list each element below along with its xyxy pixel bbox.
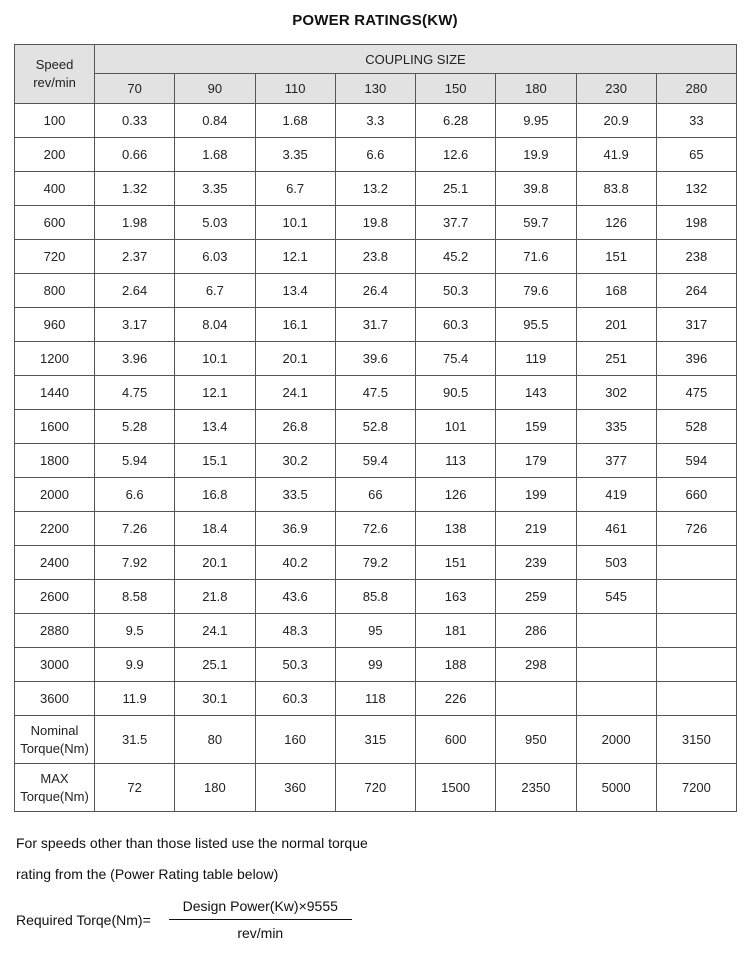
power-value-cell: 31.7 [335, 308, 415, 342]
power-value-cell: 50.3 [416, 274, 496, 308]
speed-cell: 1600 [15, 410, 95, 444]
power-value-cell: 1.68 [175, 138, 255, 172]
power-value-cell: 138 [416, 512, 496, 546]
speed-cell: 960 [15, 308, 95, 342]
power-value-cell: 259 [496, 580, 576, 614]
power-value-cell: 79.2 [335, 546, 415, 580]
coupling-size-cell: 150 [416, 74, 496, 104]
speed-cell: 100 [15, 104, 95, 138]
power-value-cell: 26.4 [335, 274, 415, 308]
speed-cell: 600 [15, 206, 95, 240]
page-title: POWER RATINGS(KW) [292, 12, 458, 29]
power-value-cell: 461 [576, 512, 656, 546]
power-value-cell: 16.8 [175, 478, 255, 512]
table-row [15, 104, 737, 138]
power-value-cell: 25.1 [175, 648, 255, 682]
power-value-cell: 0.84 [175, 104, 255, 138]
power-value-cell: 6.03 [175, 240, 255, 274]
speed-cell: 3600 [15, 682, 95, 716]
table-row [15, 274, 737, 308]
power-value-cell: 239 [496, 546, 576, 580]
torque-value-cell: 720 [335, 764, 415, 812]
speed-cell: 3000 [15, 648, 95, 682]
power-value-cell: 13.2 [335, 172, 415, 206]
speed-cell: 1800 [15, 444, 95, 478]
power-value-cell: 59.4 [335, 444, 415, 478]
power-value-cell: 71.6 [496, 240, 576, 274]
power-value-cell: 65 [656, 138, 736, 172]
power-value-cell: 251 [576, 342, 656, 376]
power-value-cell: 594 [656, 444, 736, 478]
power-value-cell: 43.6 [255, 580, 335, 614]
power-value-cell: 118 [335, 682, 415, 716]
power-value-cell: 475 [656, 376, 736, 410]
coupling-size-cell: 110 [255, 74, 335, 104]
speed-cell: 200 [15, 138, 95, 172]
power-value-cell: 219 [496, 512, 576, 546]
power-value-cell: 151 [416, 546, 496, 580]
power-value-cell: 52.8 [335, 410, 415, 444]
table-row [15, 682, 737, 716]
power-value-cell: 47.5 [335, 376, 415, 410]
power-value-cell: 95 [335, 614, 415, 648]
power-value-cell: 126 [416, 478, 496, 512]
speed-cell: 2200 [15, 512, 95, 546]
power-value-cell: 12.1 [175, 376, 255, 410]
power-value-cell: 132 [656, 172, 736, 206]
table-row [15, 478, 737, 512]
power-value-cell: 6.6 [335, 138, 415, 172]
torque-value-cell: 160 [255, 716, 335, 764]
required-torque-formula [16, 898, 352, 941]
power-value-cell: 5.03 [175, 206, 255, 240]
ratings-table-body [15, 104, 737, 812]
formula-fraction [169, 898, 352, 941]
torque-value-cell: 80 [175, 716, 255, 764]
power-value-cell: 528 [656, 410, 736, 444]
power-value-cell: 95.5 [496, 308, 576, 342]
power-value-cell: 396 [656, 342, 736, 376]
speed-cell: 1440 [15, 376, 95, 410]
power-value-cell: 85.8 [335, 580, 415, 614]
power-value-cell: 4.75 [95, 376, 175, 410]
torque-value-cell: 3150 [656, 716, 736, 764]
power-value-cell [656, 614, 736, 648]
power-value-cell: 19.9 [496, 138, 576, 172]
power-value-cell: 503 [576, 546, 656, 580]
power-value-cell: 226 [416, 682, 496, 716]
power-value-cell: 24.1 [175, 614, 255, 648]
formula-denominator: rev/min [237, 925, 284, 941]
power-value-cell: 335 [576, 410, 656, 444]
power-value-cell: 8.58 [95, 580, 175, 614]
coupling-size-header-cell: COUPLING SIZE [95, 45, 737, 74]
power-value-cell: 9.9 [95, 648, 175, 682]
power-value-cell: 317 [656, 308, 736, 342]
table-row [15, 580, 737, 614]
torque-value-cell: 180 [175, 764, 255, 812]
power-value-cell [576, 614, 656, 648]
torque-value-cell: 31.5 [95, 716, 175, 764]
power-value-cell: 3.35 [175, 172, 255, 206]
power-value-cell: 660 [656, 478, 736, 512]
power-value-cell: 79.6 [496, 274, 576, 308]
power-value-cell: 198 [656, 206, 736, 240]
table-header [15, 45, 737, 104]
power-value-cell: 6.7 [175, 274, 255, 308]
footnotes [16, 836, 368, 899]
power-value-cell: 99 [335, 648, 415, 682]
table-row [15, 444, 737, 478]
power-value-cell: 83.8 [576, 172, 656, 206]
table-row [15, 240, 737, 274]
power-value-cell: 1.68 [255, 104, 335, 138]
coupling-size-cell: 180 [496, 74, 576, 104]
power-value-cell [656, 546, 736, 580]
power-value-cell: 18.4 [175, 512, 255, 546]
formula-numerator: Design Power(Kw)×9555 [169, 898, 352, 920]
power-value-cell: 302 [576, 376, 656, 410]
power-value-cell: 5.94 [95, 444, 175, 478]
torque-value-cell: 7200 [656, 764, 736, 812]
torque-value-cell: 2000 [576, 716, 656, 764]
power-value-cell: 36.9 [255, 512, 335, 546]
power-value-cell: 90.5 [416, 376, 496, 410]
power-value-cell: 20.1 [175, 546, 255, 580]
power-value-cell: 24.1 [255, 376, 335, 410]
power-ratings-table [14, 44, 737, 812]
power-value-cell: 7.26 [95, 512, 175, 546]
power-value-cell [496, 682, 576, 716]
power-value-cell: 201 [576, 308, 656, 342]
power-value-cell: 75.4 [416, 342, 496, 376]
power-value-cell: 45.2 [416, 240, 496, 274]
power-value-cell: 7.92 [95, 546, 175, 580]
power-value-cell: 151 [576, 240, 656, 274]
torque-row [15, 764, 737, 812]
power-value-cell: 3.17 [95, 308, 175, 342]
power-value-cell: 159 [496, 410, 576, 444]
power-value-cell: 5.28 [95, 410, 175, 444]
speed-header-line1: Speed [35, 57, 74, 73]
table-row [15, 410, 737, 444]
power-value-cell: 19.8 [335, 206, 415, 240]
power-value-cell: 545 [576, 580, 656, 614]
power-value-cell: 39.8 [496, 172, 576, 206]
table-row [15, 172, 737, 206]
power-value-cell: 37.7 [416, 206, 496, 240]
speed-cell: 2400 [15, 546, 95, 580]
note-line-2: rating from the (Power Rating table below) [16, 866, 279, 883]
power-value-cell: 199 [496, 478, 576, 512]
coupling-size-cell: 130 [335, 74, 415, 104]
header-row-top [15, 45, 737, 74]
power-value-cell: 13.4 [175, 410, 255, 444]
torque-value-cell: 950 [496, 716, 576, 764]
power-value-cell: 20.1 [255, 342, 335, 376]
speed-cell: 2000 [15, 478, 95, 512]
torque-label-cell: Nominal Torque(Nm) [15, 716, 95, 764]
table-row [15, 648, 737, 682]
power-value-cell [576, 648, 656, 682]
power-value-cell: 188 [416, 648, 496, 682]
power-value-cell: 12.1 [255, 240, 335, 274]
speed-header-cell [15, 45, 95, 104]
power-value-cell: 2.64 [95, 274, 175, 308]
power-value-cell: 419 [576, 478, 656, 512]
power-value-cell: 6.28 [416, 104, 496, 138]
power-value-cell: 33 [656, 104, 736, 138]
torque-value-cell: 1500 [416, 764, 496, 812]
power-value-cell: 16.1 [255, 308, 335, 342]
table-row [15, 546, 737, 580]
power-value-cell: 9.95 [496, 104, 576, 138]
power-value-cell: 2.37 [95, 240, 175, 274]
power-value-cell: 0.33 [95, 104, 175, 138]
power-value-cell: 179 [496, 444, 576, 478]
power-value-cell: 60.3 [255, 682, 335, 716]
torque-value-cell: 315 [335, 716, 415, 764]
power-value-cell: 0.66 [95, 138, 175, 172]
power-value-cell: 60.3 [416, 308, 496, 342]
power-value-cell: 9.5 [95, 614, 175, 648]
power-value-cell: 3.96 [95, 342, 175, 376]
power-value-cell: 30.2 [255, 444, 335, 478]
table-row [15, 512, 737, 546]
power-value-cell: 39.6 [335, 342, 415, 376]
power-value-cell: 21.8 [175, 580, 255, 614]
power-value-cell: 6.7 [255, 172, 335, 206]
table-row [15, 376, 737, 410]
torque-value-cell: 600 [416, 716, 496, 764]
power-value-cell: 41.9 [576, 138, 656, 172]
table-row [15, 308, 737, 342]
power-value-cell: 1.32 [95, 172, 175, 206]
torque-value-cell: 5000 [576, 764, 656, 812]
formula-label: Required Torqe(Nm)= [16, 911, 151, 928]
torque-label-cell: MAX Torque(Nm) [15, 764, 95, 812]
speed-cell: 400 [15, 172, 95, 206]
power-value-cell: 59.7 [496, 206, 576, 240]
table-row [15, 138, 737, 172]
power-value-cell: 10.1 [255, 206, 335, 240]
power-value-cell: 23.8 [335, 240, 415, 274]
power-value-cell: 40.2 [255, 546, 335, 580]
power-value-cell: 30.1 [175, 682, 255, 716]
power-value-cell: 726 [656, 512, 736, 546]
power-value-cell: 3.35 [255, 138, 335, 172]
power-value-cell: 6.6 [95, 478, 175, 512]
power-value-cell: 13.4 [255, 274, 335, 308]
power-value-cell: 113 [416, 444, 496, 478]
speed-cell: 720 [15, 240, 95, 274]
power-value-cell: 48.3 [255, 614, 335, 648]
power-value-cell: 377 [576, 444, 656, 478]
speed-cell: 800 [15, 274, 95, 308]
header-row-sizes [15, 74, 737, 104]
torque-value-cell: 72 [95, 764, 175, 812]
power-value-cell: 12.6 [416, 138, 496, 172]
power-value-cell: 72.6 [335, 512, 415, 546]
power-value-cell: 286 [496, 614, 576, 648]
power-value-cell: 66 [335, 478, 415, 512]
table-row [15, 206, 737, 240]
power-value-cell: 143 [496, 376, 576, 410]
table-row [15, 614, 737, 648]
power-value-cell [656, 682, 736, 716]
power-value-cell: 11.9 [95, 682, 175, 716]
power-value-cell: 264 [656, 274, 736, 308]
speed-cell: 2600 [15, 580, 95, 614]
power-value-cell [576, 682, 656, 716]
power-value-cell: 15.1 [175, 444, 255, 478]
power-value-cell: 163 [416, 580, 496, 614]
power-value-cell: 119 [496, 342, 576, 376]
power-value-cell: 126 [576, 206, 656, 240]
torque-value-cell: 360 [255, 764, 335, 812]
power-value-cell: 181 [416, 614, 496, 648]
power-value-cell: 25.1 [416, 172, 496, 206]
power-value-cell [656, 580, 736, 614]
speed-cell: 1200 [15, 342, 95, 376]
speed-cell: 2880 [15, 614, 95, 648]
torque-value-cell: 2350 [496, 764, 576, 812]
speed-header-line2: rev/min [33, 75, 76, 90]
power-value-cell [656, 648, 736, 682]
coupling-size-cell: 280 [656, 74, 736, 104]
power-value-cell: 238 [656, 240, 736, 274]
power-value-cell: 26.8 [255, 410, 335, 444]
power-value-cell: 101 [416, 410, 496, 444]
power-value-cell: 50.3 [255, 648, 335, 682]
power-value-cell: 10.1 [175, 342, 255, 376]
coupling-size-cell: 230 [576, 74, 656, 104]
power-value-cell: 20.9 [576, 104, 656, 138]
power-value-cell: 298 [496, 648, 576, 682]
torque-row [15, 716, 737, 764]
table-row [15, 342, 737, 376]
power-value-cell: 168 [576, 274, 656, 308]
coupling-size-cell: 90 [175, 74, 255, 104]
note-line-1: For speeds other than those listed use the normal torque [16, 835, 368, 851]
power-value-cell: 1.98 [95, 206, 175, 240]
power-value-cell: 33.5 [255, 478, 335, 512]
power-value-cell: 8.04 [175, 308, 255, 342]
coupling-size-cell: 70 [95, 74, 175, 104]
power-value-cell: 3.3 [335, 104, 415, 138]
